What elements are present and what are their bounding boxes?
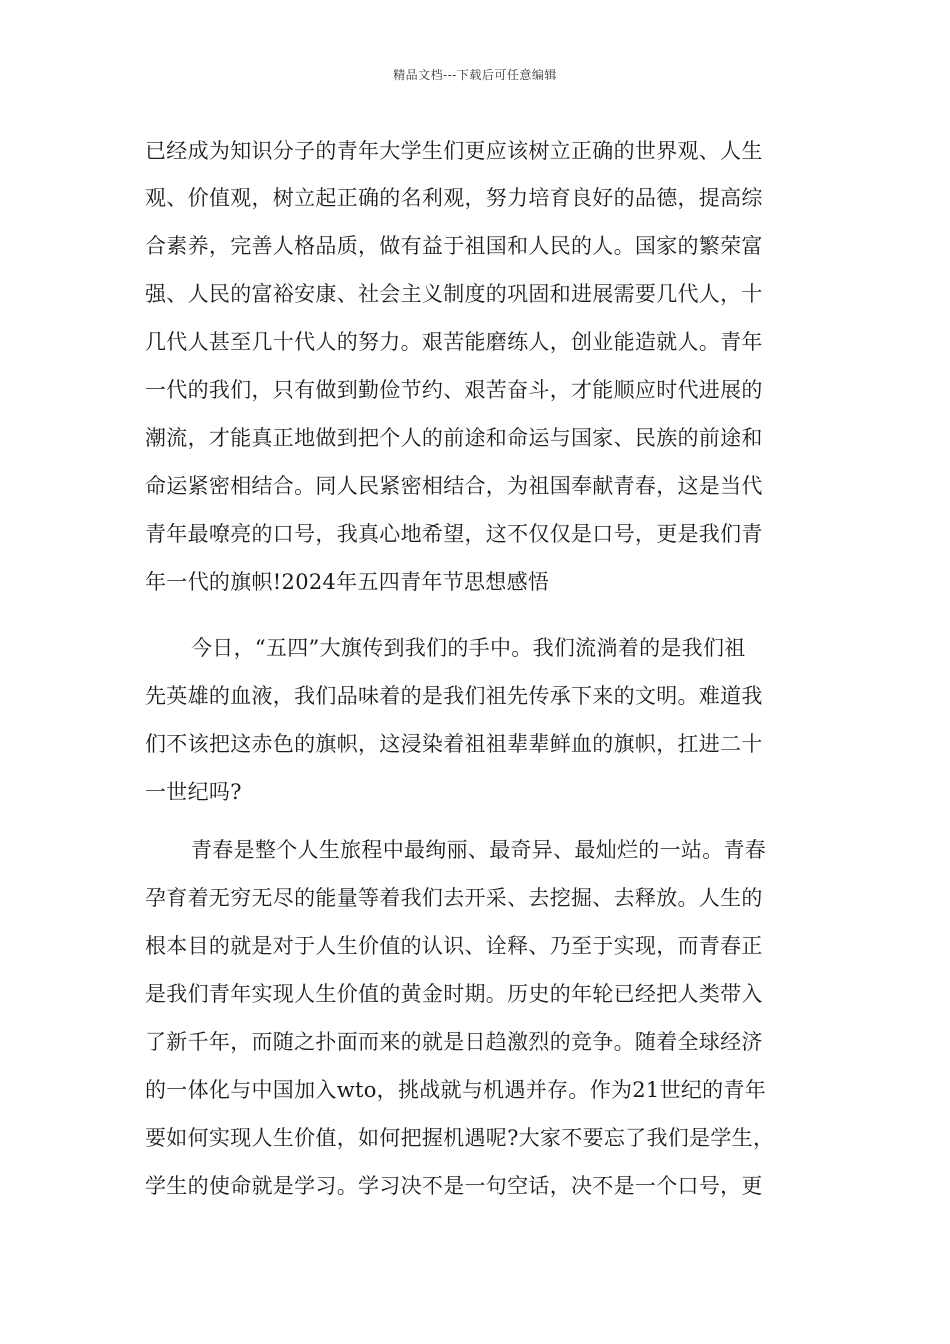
text-line: 们不该把这赤色的旗帜，这浸染着祖祖辈辈鲜血的旗帜，扛进二十 — [145, 732, 763, 756]
text-line: 要如何实现人生价值，如何把握机遇呢?大家不要忘了我们是学生， — [145, 1126, 775, 1150]
text-line: 是我们青年实现人生价值的黄金时期。历史的年轮已经把人类带入 — [145, 982, 763, 1006]
text-line: 已经成为知识分子的青年大学生们更应该树立正确的世界观、人生 — [145, 139, 763, 163]
text-line-indented: 青春是整个人生旅程中最绚丽、最奇异、最灿烂的一站。青春 — [191, 838, 767, 862]
text-line-indented: 今日，“五四”大旗传到我们的手中。我们流淌着的是我们祖 — [191, 636, 746, 660]
text-line: 根本目的就是对于人生价值的认识、诠释、乃至于实现，而青春正 — [145, 934, 763, 958]
text-line: 几代人甚至几十代人的努力。艰苦能磨练人，创业能造就人。青年 — [145, 330, 763, 354]
text-line: 合素养，完善人格品质，做有益于祖国和人民的人。国家的繁荣富 — [145, 234, 763, 258]
text-line: 潮流，才能真正地做到把个人的前途和命运与国家、民族的前途和 — [145, 426, 763, 450]
text-line: 命运紧密相结合。同人民紧密相结合，为祖国奉献青春，这是当代 — [145, 474, 763, 498]
text-line: 强、人民的富裕安康、社会主义制度的巩固和进展需要几代人，十 — [145, 282, 763, 306]
text-line: 孕育着无穷无尽的能量等着我们去开采、去挖掘、去释放。人生的 — [145, 886, 763, 910]
text-line: 一代的我们，只有做到勤俭节约、艰苦奋斗，才能顺应时代进展的 — [145, 378, 763, 402]
text-line: 年一代的旗帜!2024年五四青年节思想感悟 — [145, 570, 550, 594]
text-line: 的一体化与中国加入wto，挑战就与机遇并存。作为21世纪的青年 — [145, 1078, 767, 1102]
text-line: 了新千年，而随之扑面而来的就是日趋激烈的竞争。随着全球经济 — [145, 1030, 763, 1054]
text-line: 一世纪吗? — [145, 780, 242, 804]
text-line: 学生的使命就是学习。学习决不是一句空话，决不是一个口号，更 — [145, 1174, 763, 1198]
text-line: 先英雄的血液，我们品味着的是我们祖先传承下来的文明。难道我 — [145, 684, 763, 708]
text-line: 观、价值观，树立起正确的名利观，努力培育良好的品德，提高综 — [145, 186, 763, 210]
text-line: 青年最嘹亮的口号，我真心地希望，这不仅仅是口号，更是我们青 — [145, 522, 763, 546]
page-header: 精品文档---下载后可任意编辑 — [393, 68, 557, 82]
